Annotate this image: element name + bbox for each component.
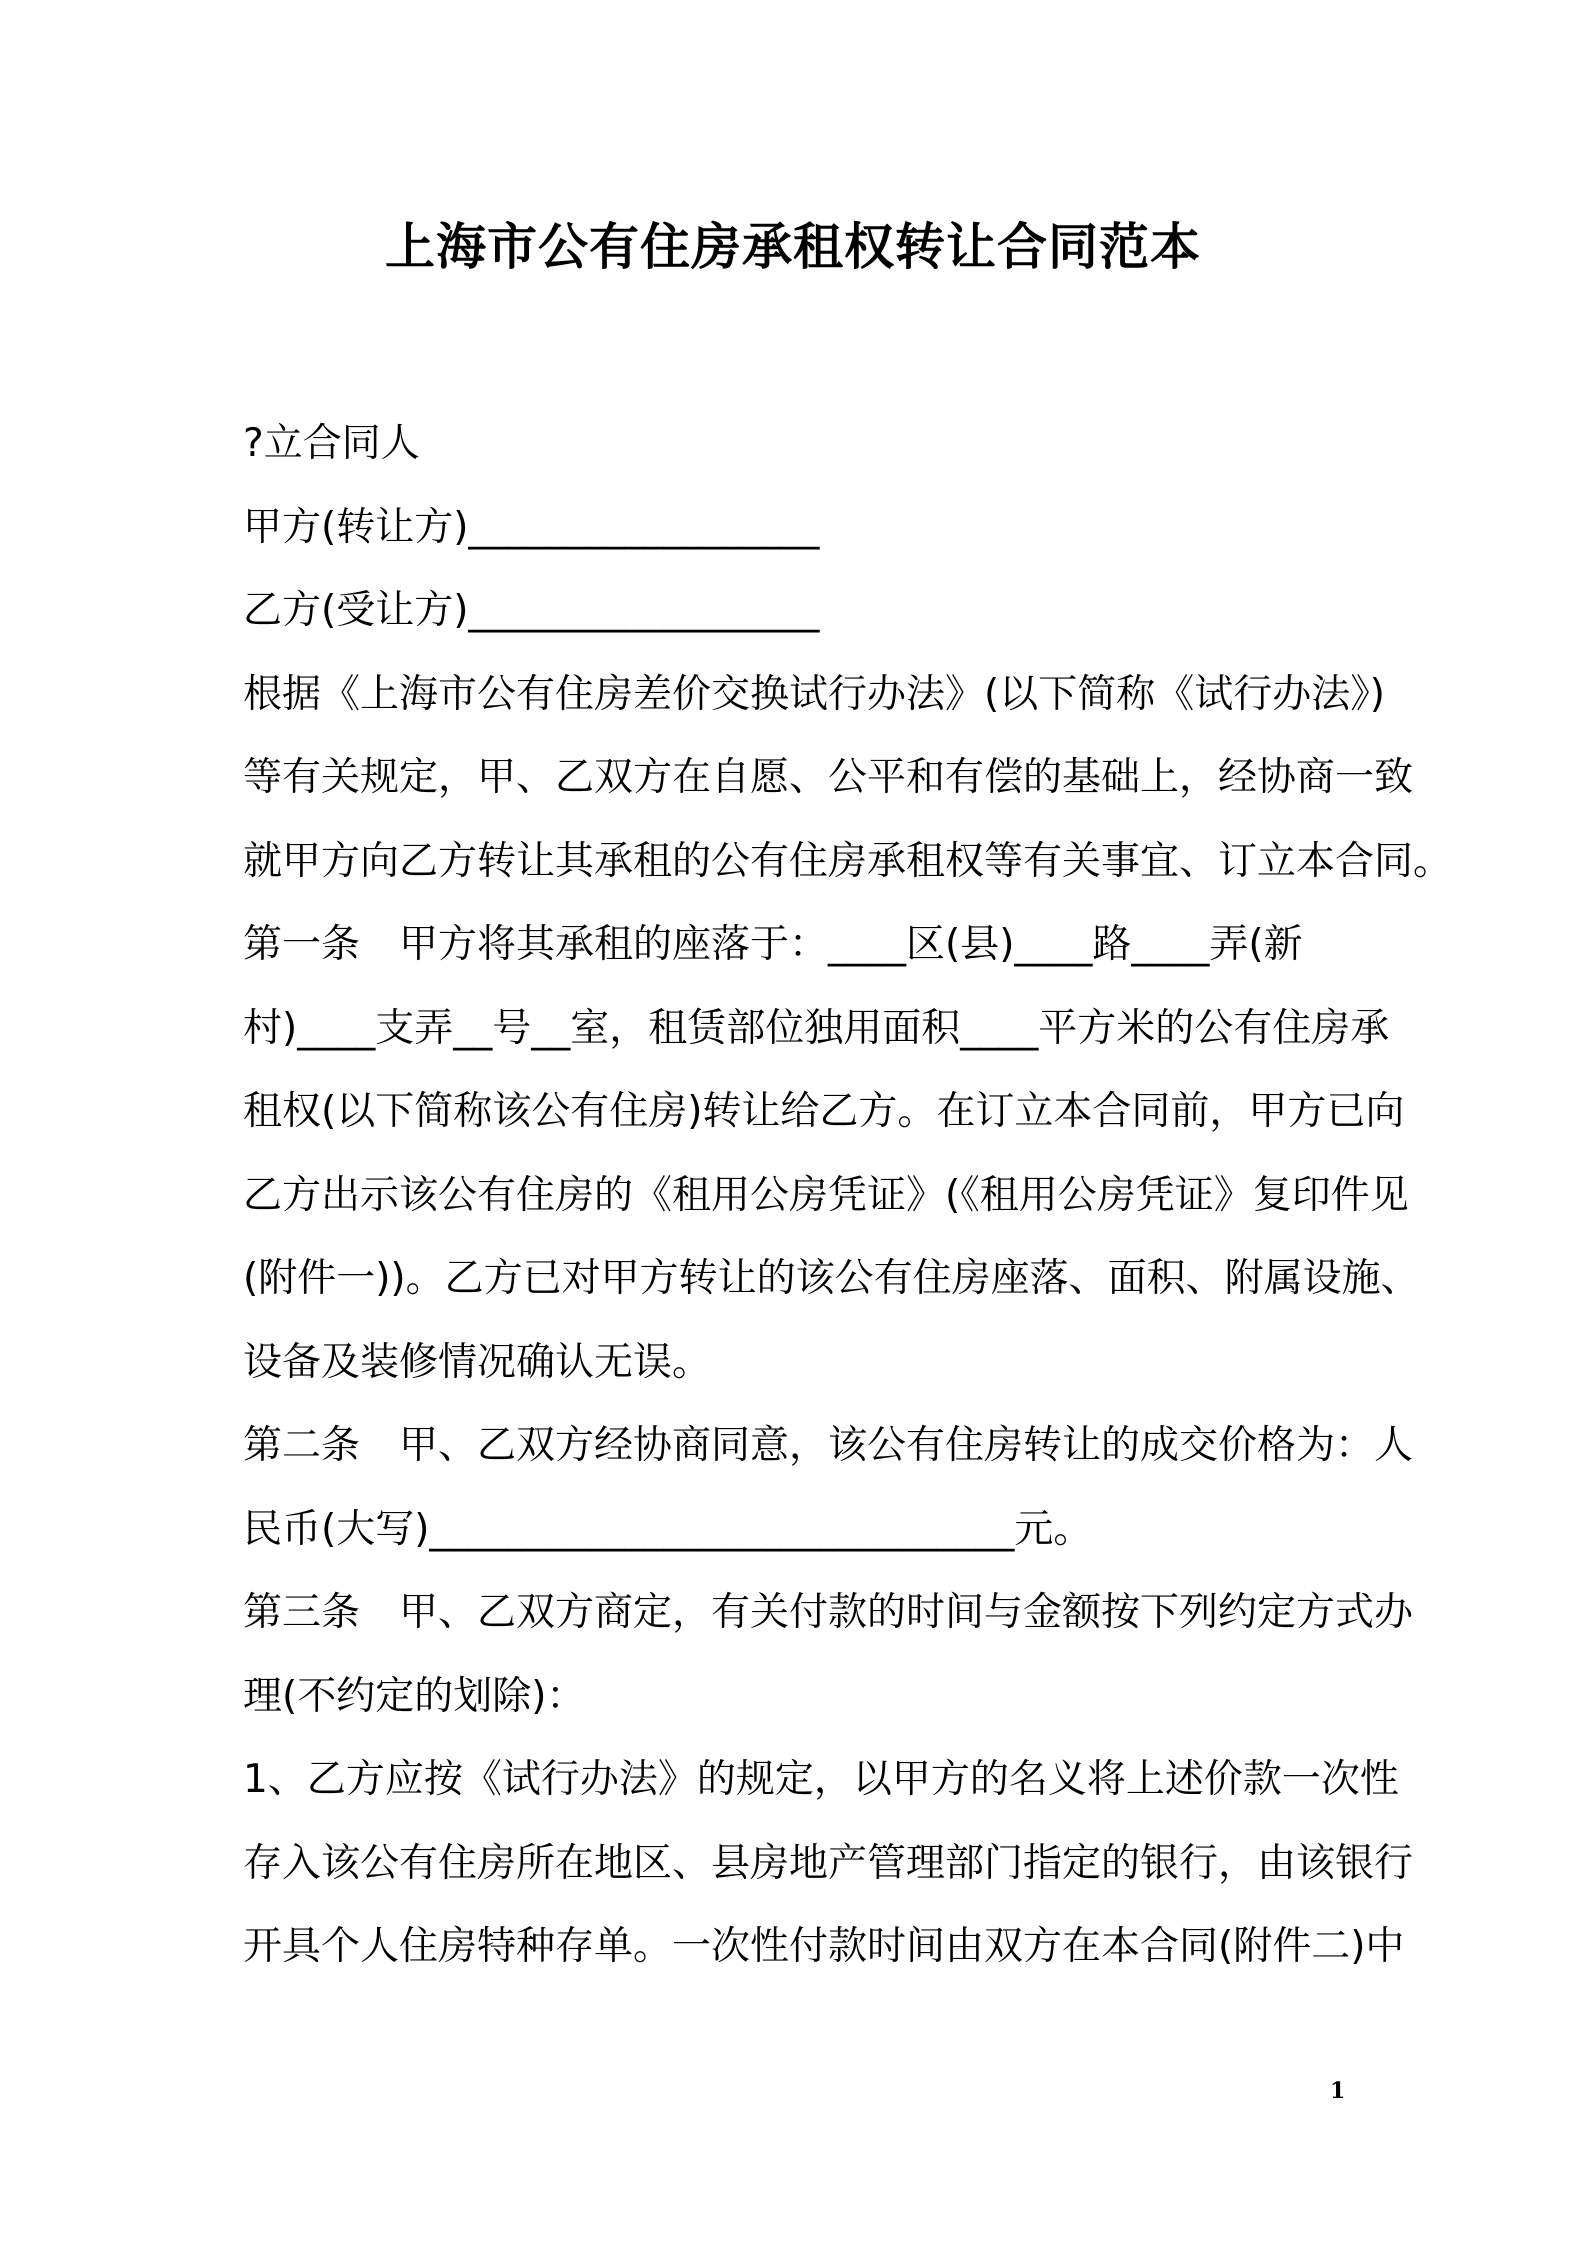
body-line: 村)____支弄__号__室，租赁部位独用面积____平方米的公有住房承	[243, 1005, 1390, 1051]
body-line: 第三条 甲、乙双方商定，有关付款的时间与金额按下列约定方式办	[243, 1590, 1414, 1635]
body-line: (附件一))。乙方已对甲方转让的该公有住房座落、面积、附属设施、	[243, 1256, 1420, 1301]
body-line: 等有关规定，甲、乙双方在自愿、公平和有偿的基础上，经协商一致	[243, 755, 1414, 800]
body-line: 租权(以下简称该公有住房)转让给乙方。在订立本合同前，甲方已向	[243, 1089, 1405, 1134]
body-line: 1、乙方应按《试行办法》的规定，以甲方的名义将上述价款一次性	[243, 1757, 1399, 1802]
body-line: 就甲方向乙方转让其承租的公有住房承租权等有关事宜、订立本合同。	[243, 838, 1453, 884]
body-line: 第二条 甲、乙双方经协商同意，该公有住房转让的成交价格为：人	[243, 1423, 1414, 1468]
body-line: 第一条 甲方将其承租的座落于：____区(县)____路____弄(新	[243, 922, 1303, 967]
body-line: 甲方(转让方)__________________	[243, 504, 820, 550]
body-line: 根据《上海市公有住房差价交换试行办法》(以下简称《试行办法》)	[243, 671, 1385, 717]
body-line: 开具个人住房特种存单。一次性付款时间由双方在本合同(附件二)中	[243, 1924, 1405, 1969]
document-title: 上海市公有住房承租权转让合同范本	[385, 218, 1201, 276]
body-line: ?立合同人	[243, 421, 420, 466]
body-line: 理(不约定的划除)：	[243, 1673, 586, 1719]
body-line: 存入该公有住房所在地区、县房地产管理部门指定的银行，由该银行	[243, 1840, 1414, 1886]
body-line: 乙方出示该公有住房的《租用公房凭证》(《租用公房凭证》复印件见	[243, 1172, 1409, 1218]
page-number: 1	[1330, 2078, 1346, 2104]
body-line: 设备及装修情况确认无误。	[243, 1339, 712, 1385]
body-line: 乙方(受让方)__________________	[243, 588, 820, 633]
body-line: 民币(大写)______________________________元。	[243, 1506, 1093, 1552]
document-body	[243, 402, 1453, 1989]
